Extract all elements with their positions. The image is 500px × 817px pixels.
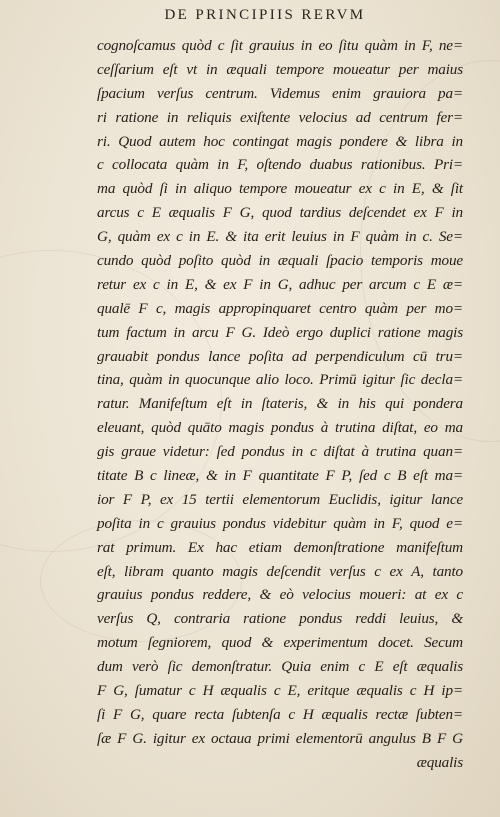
body-text: [97, 34, 463, 775]
catchword: æqualis: [416, 753, 463, 771]
text-line: tum factum in arcu F G. Ideò ergo duplici ratione magis: [97, 323, 463, 341]
text-line: cundo quòd poſito quòd in æquali ſpacio temporis moue: [97, 252, 463, 270]
text-line: ior F P, ex 15 tertii elementorum Euclidis, igitur lance: [97, 490, 463, 508]
text-line: dum verò ſic demonſtratur. Quia enim c E eſt æqualis: [97, 658, 463, 676]
running-head: DE PRINCIPIIS RERVM: [164, 7, 366, 23]
text-line: tina, quàm in quocunque alio loco. Primū igitur ſic decla=: [97, 371, 463, 389]
text-line: motum ſegniorem, quod & experimentum docet. Secum: [97, 634, 463, 652]
text-line: F G, ſumatur c H æqualis c E, eritque æqualis c H ip=: [97, 682, 463, 700]
text-line: ri. Quod autem hoc contingat magis pondere & libra in: [97, 132, 463, 150]
text-line: ma quòd ſi in aliquo tempore moueatur ex c in E, & ſit: [97, 180, 463, 198]
text-line: ſi F G, quare recta ſubtenſa c H æqualis rectæ ſubten=: [97, 705, 463, 723]
text-line: retur ex c in E, & ex F in G, adhuc per arcum c E æ=: [97, 275, 463, 293]
text-line: rat primum. Ex hac etiam demonſtratione manifeſtum: [97, 538, 463, 556]
text-line: ratur. Manifeſtum eſt in ſtateris, & in his qui pondera: [97, 395, 463, 413]
text-line: poſita in c grauius pondus videbitur quàm in F, quod e=: [97, 514, 463, 532]
text-line: cognoſcamus quòd c ſit grauius in eo ſitu quàm in F, ne=: [97, 37, 463, 54]
text-line: eſt, libram quanto magis deſcendit verſus c ex A, tanto: [97, 562, 463, 580]
text-line: ſpacium verſus centrum. Videmus enim grauiora pa=: [97, 84, 463, 102]
text-line: ſæ F G. igitur ex octaua primi elementorū angulus B F G: [97, 729, 463, 747]
text-line: ri ratione in reliquis exiſtente velocius ad centrum fer=: [97, 108, 463, 126]
text-line: verſus Q, contraria ratione pondus reddi leuius, &: [97, 610, 463, 628]
text-line: G, quàm ex c in E. & ita erit leuius in F quàm in c. Se=: [97, 228, 463, 246]
text-line: gis graue videtur: ſed pondus in c diſtat à trutina quan=: [97, 443, 463, 461]
text-line: grauabit pondus lance poſita ad perpendiculum cū tru=: [97, 347, 463, 365]
text-line: titate B c lineæ, & in F quantitate F P, ſed c B eſt ma=: [97, 467, 463, 485]
text-line: grauius pondus reddere, & eò velocius moueri: at ex c: [97, 586, 463, 604]
text-line: c collocata quàm in F, oſtendo duabus rationibus. Pri=: [97, 156, 463, 174]
text-line: ceſſarium eſt vt in æquali tempore moueatur per maius: [97, 60, 463, 78]
text-line: eleuant, quòd quāto magis pondus à trutina diſtat, eo ma: [97, 419, 463, 437]
text-line: arcus c E æqualis F G, quod tardius deſcendet ex F in: [97, 204, 463, 222]
text-line: qualē F c, magis appropinquaret centro quàm per mo=: [97, 299, 463, 317]
